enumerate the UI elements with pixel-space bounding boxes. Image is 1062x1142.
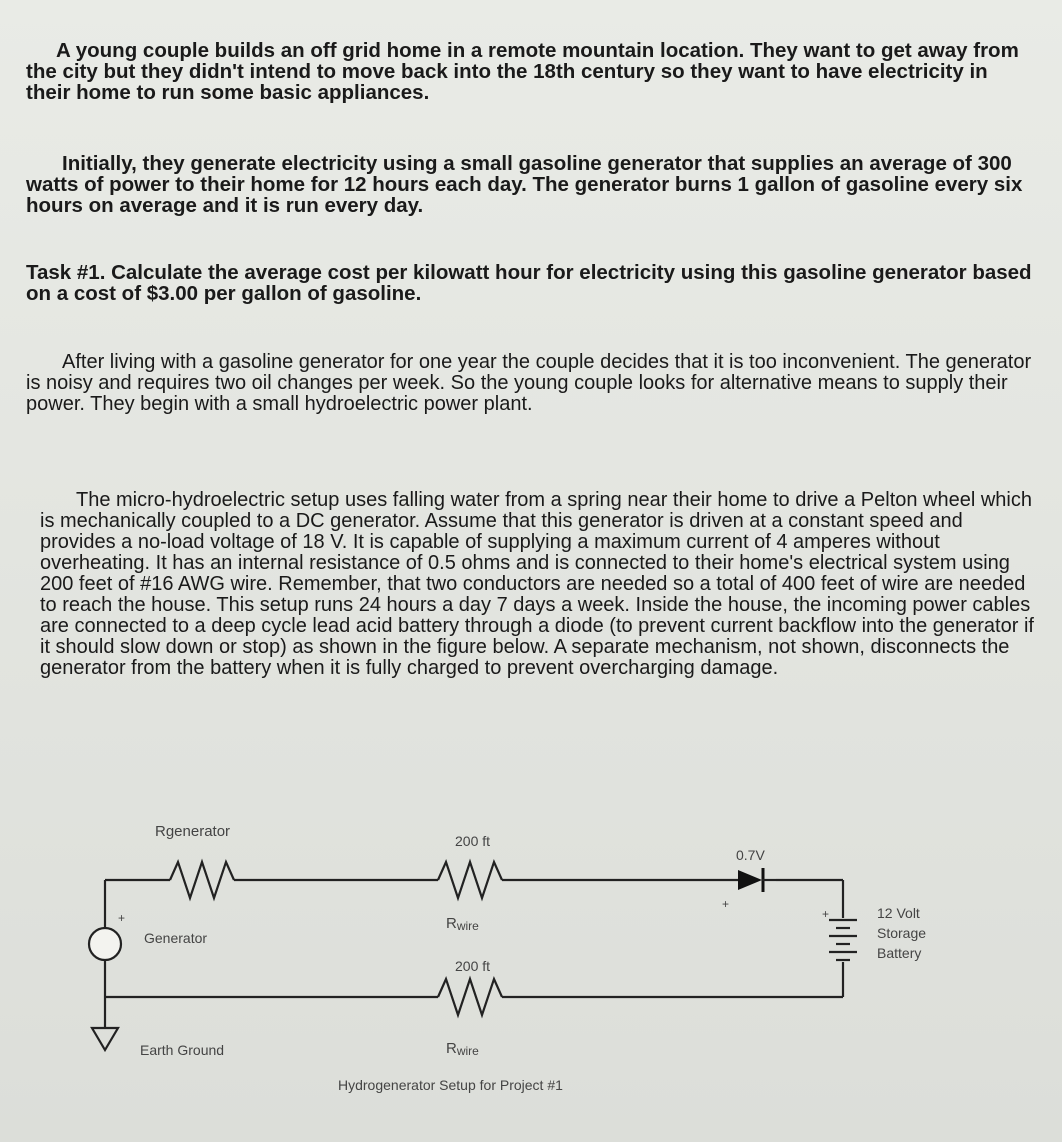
task-1-text: Calculate the average cost per kilowatt hour for electricity using this gasoline generator based on a cost of $3.00 per gallon of gasoline. [26, 261, 1032, 305]
generator-label: Generator [144, 930, 208, 946]
task-1-label: Task #1. [26, 261, 106, 284]
intro-text: A young couple builds an off grid home in a remote mountain location. They want to get away from the city but they didn't intend to move back into the 18th century so they want to have electricity in their home to run some basic appliances. [26, 39, 1019, 104]
circuit-diagram [0, 800, 1062, 1142]
gasoline-text: Initially, they generate electricity using a small gasoline generator that supplies an average of 300 watts of power to their home for 12 hours each day. The generator burns 1 gallon of gasoline every six hours on average and it is run every day. [26, 152, 1023, 217]
diagram-caption: Hydrogenerator Setup for Project #1 [338, 1077, 563, 1093]
r-wire-bottom-resistor [438, 979, 502, 1015]
wire-top-length-label: 200 ft [455, 833, 491, 849]
ground-symbol [92, 1028, 118, 1050]
r-generator-label: Rgenerator [155, 823, 231, 840]
generator-symbol [89, 928, 121, 960]
battery-symbol [829, 920, 857, 960]
generator-plus-sign: + [118, 911, 126, 925]
r-wire-top-resistor [438, 862, 502, 898]
r-generator-resistor [170, 862, 234, 898]
diode-symbol [738, 868, 776, 892]
hydro-text: The micro-hydroelectric setup uses falling water from a spring near their home to drive a Pelton wheel which is mechanically coupled to a DC generator. Assume that this generator is driven at a constant speed and provides a no-load voltage of 18 V. It is capable of supplying a maximum current of 4 amperes without overheating. It has an internal resistance of 0.5 ohms and is connected to their home's electrical system using 200 feet of #16 AWG wire. Remember, that two conductors are needed so a total of 400 feet of wire are needed to reach the house. This setup runs 24 hours a day 7 days a week. Inside the house, the incoming power cables are connected to a deep cycle lead acid battery through a diode (to prevent current backflow into the generator if it should slow down or stop) as shown in the figure below. A separate mechanism, not shown, disconnects the generator from the battery when it is fully charged to prevent overcharging damage. [40, 489, 1034, 679]
ground-label: Earth Ground [140, 1042, 225, 1058]
wire-bottom-length-label: 200 ft [455, 958, 491, 974]
intro-paragraph [26, 40, 1036, 103]
circuit-wires [105, 862, 843, 1028]
alternative-text: After living with a gasoline generator for one year the couple decides that it is too inconvenient. The generator is noisy and requires two oil changes per week. So the young couple looks for alternative means to supply their power. They begin with a small hydroelectric power plant. [26, 351, 1032, 415]
diode-plus-sign: + [722, 897, 730, 911]
battery-label-line3: Battery [877, 945, 922, 961]
battery-label-line2: Storage [877, 925, 927, 941]
wire-bottom-label: Rwire [446, 1040, 479, 1058]
hydro-paragraph [40, 490, 1040, 679]
battery-plus-sign: + [822, 907, 830, 921]
alternative-paragraph [26, 352, 1036, 415]
battery-label-line1: 12 Volt [877, 905, 920, 921]
task-1-paragraph [26, 262, 1036, 304]
gasoline-paragraph [26, 153, 1036, 216]
wire-top-label: Rwire [446, 915, 479, 933]
diode-voltage-label: 0.7V [736, 847, 765, 863]
